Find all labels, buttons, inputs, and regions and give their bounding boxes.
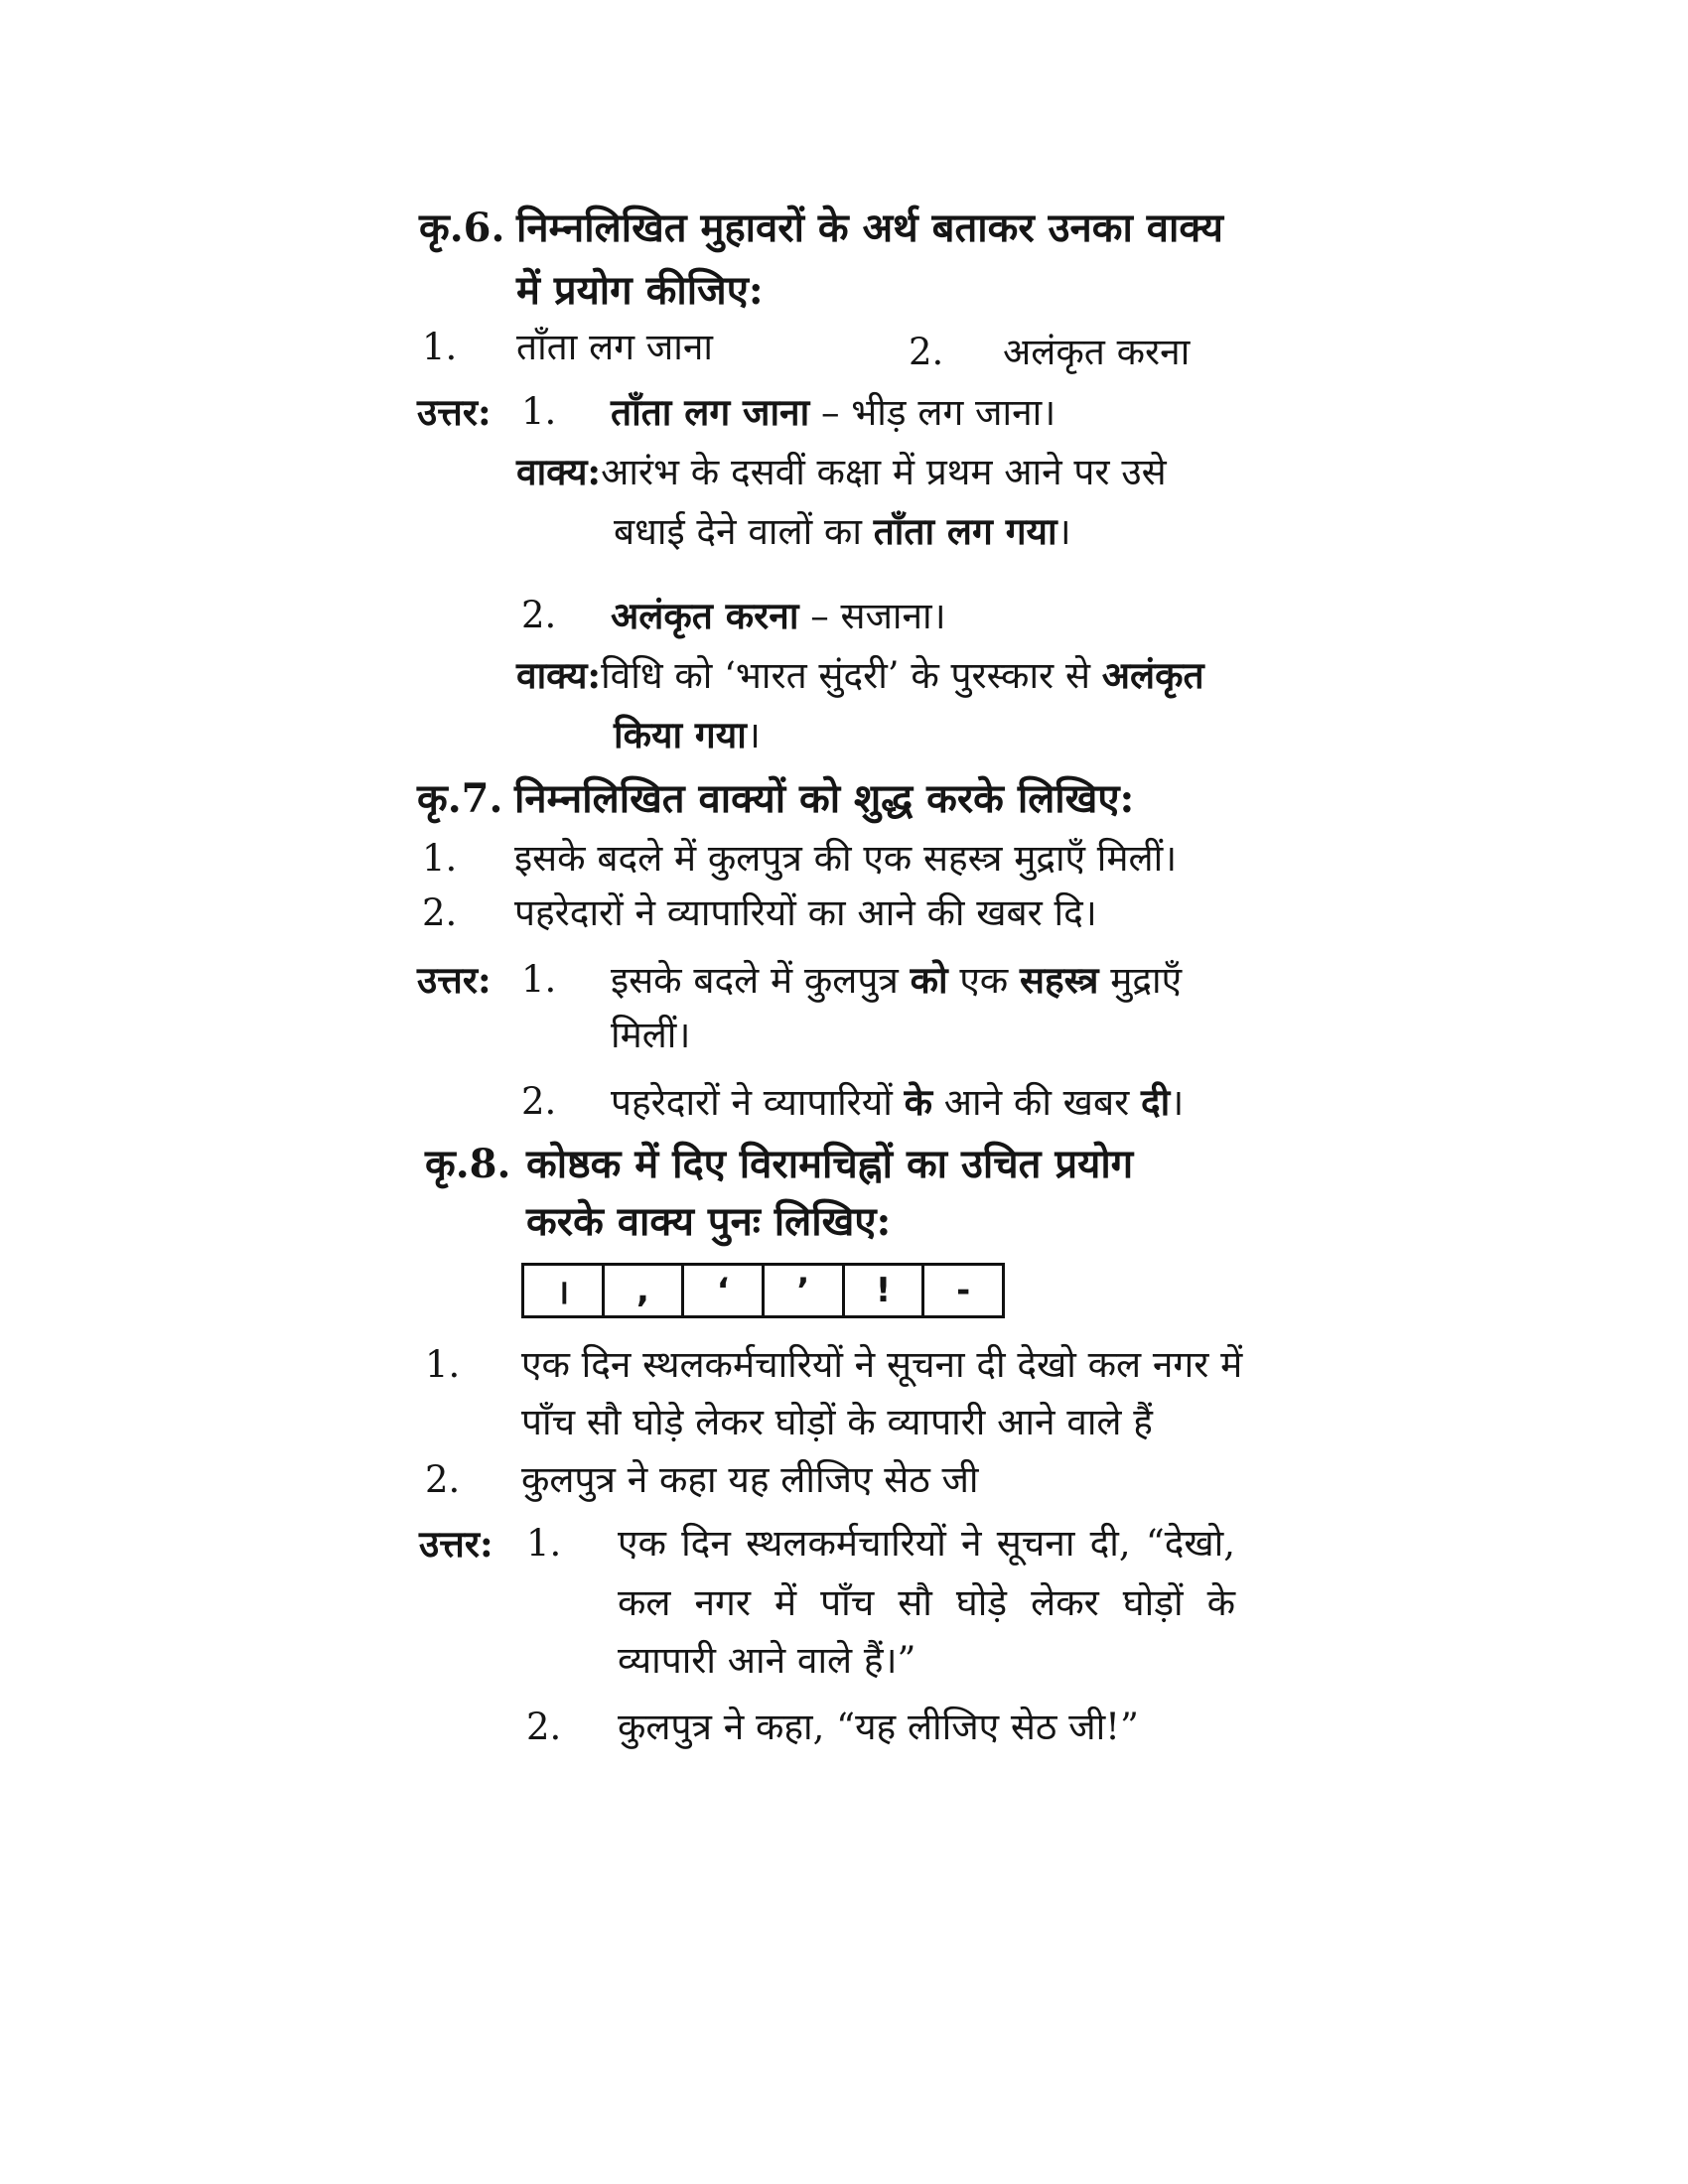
q7-label: कृ.7. xyxy=(417,775,503,822)
q8-item-1-line2: पाँच सौ घोड़े लेकर घोड़ों के व्यापारी आने वाले हैं xyxy=(521,1401,1153,1443)
q7-item-1-text: इसके बदले में कुलपुत्र की एक सहस्त्र मुद्राएँ मिलीं। xyxy=(514,837,1178,880)
q8-answer-2-line1: कुलपुत्र ने कहा, “यह लीजिए सेठ जी!” xyxy=(618,1706,1139,1748)
punct-cell: ‘ xyxy=(684,1266,765,1315)
q6-answer-1-num: 1. xyxy=(521,390,557,433)
q6-answer-1-sentence-text: आरंभ के दसवीं कक्षा में प्रथम आने पर उसे xyxy=(601,451,1167,493)
q8-answer-1-line1: एक दिन स्थलकर्मचारियों ने सूचना दी, “देखो, xyxy=(618,1522,1235,1565)
q6-answer-2 xyxy=(611,591,946,641)
q7-answer-1-part-c: एक xyxy=(947,959,1020,1002)
q6-answer-1-sentence-end: । xyxy=(1056,510,1071,553)
q8-item-2-line1: कुलपुत्र ने कहा यह लीजिए सेठ जी xyxy=(521,1458,979,1501)
q7-answer-2-num: 2. xyxy=(521,1080,557,1123)
q6-title-line2: में प्रयोग कीजिए: xyxy=(516,267,764,314)
q8-title-line2: करके वाक्य पुनः लिखिए: xyxy=(526,1198,892,1245)
q6-answer-1-sentence-label: वाक्य: xyxy=(516,450,602,493)
q7-answer-2-part-d: दी xyxy=(1140,1080,1171,1124)
q6-item-2-text: अलंकृत करना xyxy=(1003,331,1191,373)
q6-item-2-num: 2. xyxy=(909,331,944,373)
q8-answer-label: उत्तर: xyxy=(419,1522,493,1566)
punct-cell: , xyxy=(605,1266,685,1315)
q7-title: निम्नलिखित वाक्यों को शुद्ध करके लिखिए: xyxy=(514,775,1135,822)
q6-answer-2-meaning: – सजाना। xyxy=(810,595,946,637)
q8-answer-1-line3: व्यापारी आने वाले हैं।” xyxy=(618,1639,916,1682)
punctuation-box xyxy=(521,1263,1005,1318)
q7-item-1-num: 1. xyxy=(422,837,458,880)
q6-answer-1-meaning: – भीड़ लग जाना। xyxy=(820,391,1056,434)
q6-answer-1-sentence-line2 xyxy=(614,506,1071,557)
q7-answer-2-text xyxy=(611,1077,1184,1128)
q6-answer-2-sentence-line2 xyxy=(614,710,761,760)
q7-item-2-text: पहरेदारों ने व्यापारियों का आने की खबर दि। xyxy=(514,891,1097,934)
q7-answer-1-part-d: सहस्त्र xyxy=(1019,958,1099,1002)
q7-answer-1-num: 1. xyxy=(521,958,557,1001)
q6-answer-2-sentence-bold: अलंकृत xyxy=(1101,653,1204,697)
q8-label: कृ.8. xyxy=(425,1141,511,1187)
q6-answer-2-sentence-end: । xyxy=(746,714,761,756)
q6-answer-2-sentence-bold2: किया गया xyxy=(614,713,747,756)
q6-title-line1: निम्नलिखित मुहावरों के अर्थ बताकर उनका वाक्य xyxy=(516,205,1223,251)
q7-answer-label: उत्तर: xyxy=(417,958,492,1002)
q6-answer-2-num: 2. xyxy=(521,594,557,636)
q6-answer-2-idiom: अलंकृत करना xyxy=(611,594,799,637)
q8-item-1-line1: एक दिन स्थलकर्मचारियों ने सूचना दी देखो कल नगर में xyxy=(521,1343,1243,1386)
punct-cell: । xyxy=(524,1266,605,1315)
punct-cell: ! xyxy=(845,1266,925,1315)
q7-answer-1-part-b: को xyxy=(910,958,948,1002)
punct-cell: - xyxy=(956,1271,971,1310)
q6-item-1-num: 1. xyxy=(422,326,458,368)
q8-answer-2-num: 2. xyxy=(526,1706,562,1748)
q6-item-1-text: ताँता लग जाना xyxy=(516,326,713,368)
q7-answer-2-part-e: । xyxy=(1170,1081,1185,1124)
q7-answer-1-line2: मिलीं। xyxy=(611,1014,691,1056)
q6-answer-2-sentence-line1 xyxy=(516,650,1204,701)
q7-answer-2-part-b: के xyxy=(904,1080,933,1124)
q6-answer-1-sentence-line1 xyxy=(516,447,1167,497)
q7-answer-1-part-e: मुद्राएँ xyxy=(1098,959,1183,1002)
q6-answer-2-sentence-label: वाक्य: xyxy=(516,653,602,697)
q8-item-2-num: 2. xyxy=(425,1458,461,1501)
q7-answer-2-part-a: पहरेदारों ने व्यापारियों xyxy=(611,1081,905,1124)
q6-answer-1-idiom: ताँता लग जाना xyxy=(611,390,810,434)
q7-answer-1-line1 xyxy=(611,955,1182,1006)
q7-item-2-num: 2. xyxy=(422,891,458,934)
q8-item-1-num: 1. xyxy=(425,1343,461,1386)
q6-answer-label: उत्तर: xyxy=(417,390,492,434)
q8-answer-1-num: 1. xyxy=(526,1522,562,1565)
q6-answer-1-sentence-bold: ताँता लग गया xyxy=(873,509,1057,553)
punct-cell: ’ xyxy=(765,1266,845,1315)
q6-answer-1-sentence-plain: बधाई देने वालों का xyxy=(614,510,874,553)
q7-answer-2-part-c: आने की खबर xyxy=(932,1081,1141,1124)
q6-answer-1 xyxy=(611,387,1055,438)
q8-answer-1-line2: कल नगर में पाँच सौ घोड़े लेकर घोड़ों के xyxy=(618,1581,1235,1624)
q7-answer-1-part-a: इसके बदले में कुलपुत्र xyxy=(611,959,911,1002)
q6-answer-2-sentence-plain: विधि को ‘भारत सुंदरी’ के पुरस्कार से xyxy=(601,654,1102,697)
q8-title-line1: कोष्ठक में दिए विरामचिह्नों का उचित प्रयोग xyxy=(526,1141,1134,1187)
q6-label: कृ.6. xyxy=(419,205,505,251)
